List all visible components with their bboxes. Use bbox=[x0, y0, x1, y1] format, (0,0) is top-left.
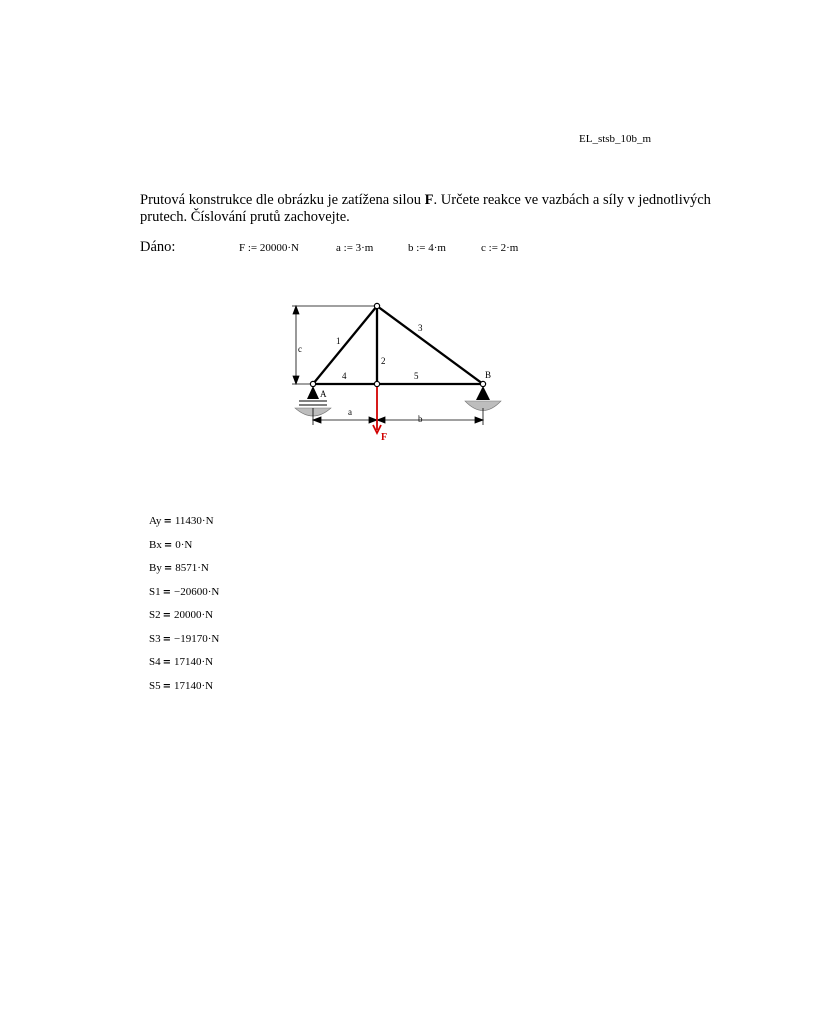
joint-mid bbox=[374, 381, 379, 386]
given-force: F := 20000·N bbox=[239, 242, 299, 254]
result-s3: S3 = −19170·N bbox=[149, 632, 220, 645]
dimension-c bbox=[292, 306, 377, 384]
result-bx: Bx = 0·N bbox=[149, 538, 193, 551]
given-b: b := 4·m bbox=[408, 242, 446, 254]
force-arrow bbox=[373, 387, 381, 433]
force-label: F bbox=[381, 432, 388, 443]
support-b bbox=[465, 386, 501, 411]
document-id: EL_stsb_10b_m bbox=[579, 133, 652, 145]
given-c: c := 2·m bbox=[481, 242, 519, 254]
dim-label-a: a bbox=[348, 407, 352, 417]
member-label-5: 5 bbox=[414, 371, 419, 381]
dimension-ab bbox=[313, 408, 483, 425]
truss-diagram bbox=[280, 290, 510, 450]
member-label-3: 3 bbox=[418, 323, 423, 333]
joint-top bbox=[374, 303, 379, 308]
result-s2: S2 = 20000·N bbox=[149, 609, 214, 621]
intro-text-1: Prutová konstrukce dle obrázku je zatížena silou bbox=[140, 192, 425, 208]
joint-a bbox=[310, 381, 315, 386]
intro-text-2: . Určete reakce ve vazbách a síly v jednotlivých prutech. Číslování prutů zachovejte. bbox=[140, 192, 711, 225]
result-s1: S1 = −20600·N bbox=[149, 585, 220, 598]
result-s4: S4 = 17140·N bbox=[149, 656, 214, 668]
result-ay: Ay = 11430·N bbox=[149, 515, 214, 527]
member-3 bbox=[377, 306, 483, 384]
support-label-b: B bbox=[485, 370, 492, 380]
result-by: By = 8571·N bbox=[149, 562, 209, 574]
intro-force-symbol: F bbox=[424, 192, 434, 208]
member-label-4: 4 bbox=[342, 371, 347, 381]
result-s5: S5 = 17140·N bbox=[149, 679, 214, 692]
member-label-2: 2 bbox=[381, 356, 386, 366]
support-label-a: A bbox=[320, 389, 327, 399]
joint-b bbox=[480, 381, 485, 386]
dim-label-c: c bbox=[298, 344, 302, 354]
dim-label-b: b bbox=[418, 414, 423, 424]
problem-statement bbox=[140, 192, 740, 226]
member-label-1: 1 bbox=[336, 336, 341, 346]
results-list bbox=[149, 513, 219, 701]
given-a: a := 3·m bbox=[336, 242, 374, 254]
given-label: Dáno: bbox=[140, 239, 176, 255]
